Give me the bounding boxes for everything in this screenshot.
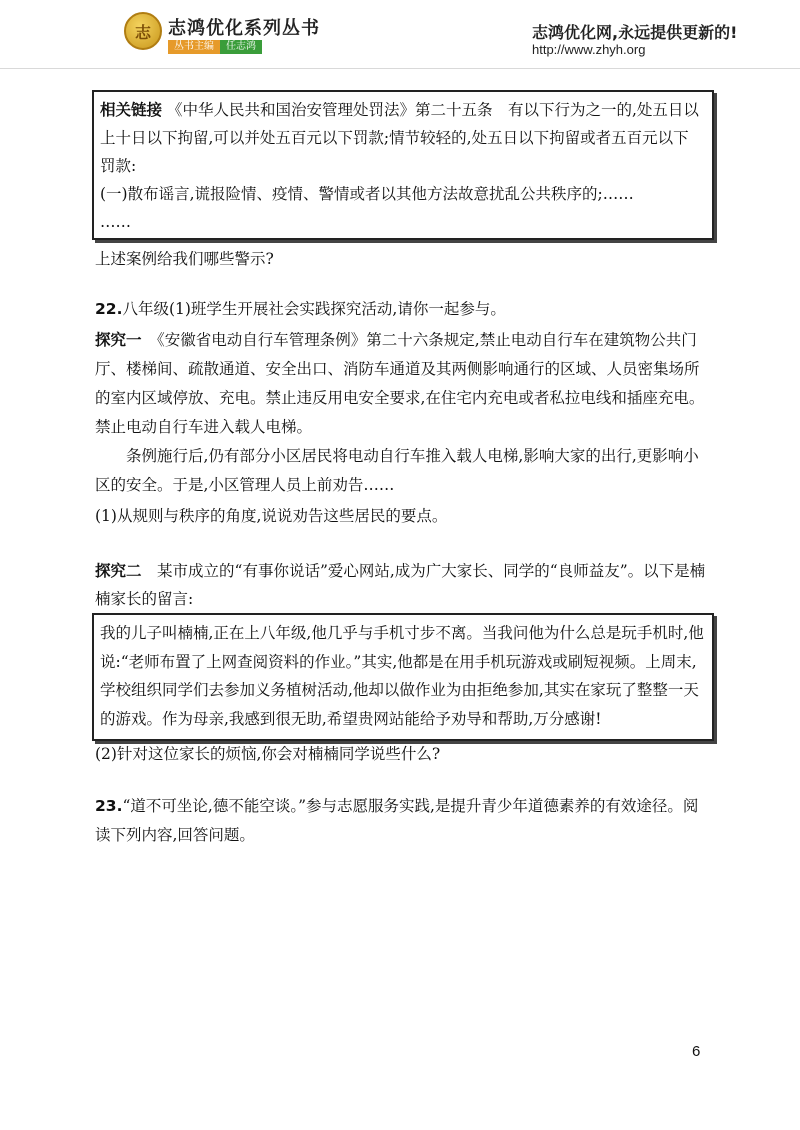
publisher-logo-icon <box>124 12 162 50</box>
q23-text: “道不可坐论,德不能空谈。”参与志愿服务实践,是提升青少年道德素养的有效途径。阅读下列内容,回答问题。 <box>95 797 699 844</box>
q23-number: 23. <box>95 797 123 815</box>
page-header <box>0 0 800 69</box>
explore1-text: 《安徽省电动自行车管理条例》第二十六条规定,禁止电动自行车在建筑物公共门厅、楼梯间、疏散通道、安全出口、消防车通道及其两侧影响通行的区域、人员密集场所的室内区域停放、充电。禁止违反用电安全要求,在住宅内充电或者私拉电线和插座充电。禁止电动自行车进入载人电梯。 <box>95 331 705 436</box>
explore1-paragraph <box>95 326 710 442</box>
explore2-label: 探究二 <box>95 562 142 580</box>
site-slogan: 志鸿优化网,永远提供更新的! <box>532 23 738 42</box>
editor-label: 丛书主编 <box>168 40 220 54</box>
related-link-paragraph <box>100 96 704 180</box>
related-link-label: 相关链接 <box>100 101 163 119</box>
editor-name: 任志鸿 <box>220 40 262 54</box>
related-link-item: (一)散布谣言,谎报险情、疫情、警情或者以其他方法故意扰乱公共秩序的;…… <box>100 185 634 203</box>
related-link-ellipsis: …… <box>100 213 131 231</box>
q23-paragraph <box>95 792 710 850</box>
related-link-box <box>92 90 714 240</box>
page-number: 6 <box>692 1043 701 1060</box>
question-2: (2)针对这位家长的烦恼,你会对楠楠同学说些什么? <box>95 745 441 763</box>
related-link-text: 《中华人民共和国治安管理处罚法》第二十五条 有以下行为之一的,处五日以上十日以下拘留,可以并处五百元以下罚款;情节较轻的,处五日以下拘留或者五百元以下罚款: <box>100 101 699 175</box>
explore2-text: 某市成立的“有事你说话”爱心网站,成为广大家长、同学的“良师益友”。以下是楠楠家长的留言: <box>95 562 706 608</box>
q21-prompt: 上述案例给我们哪些警示? <box>95 250 274 268</box>
question-1: (1)从规则与秩序的角度,说说劝告这些居民的要点。 <box>95 507 448 525</box>
series-title: 志鸿优化系列丛书 <box>168 18 320 39</box>
site-url[interactable]: http://www.zhyh.org <box>532 42 646 57</box>
explore1-para2: 条例施行后,仍有部分小区居民将电动自行车推入载人电梯,影响大家的出行,更影响小区的安全。于是,小区管理人员上前劝告…… <box>95 447 699 494</box>
editor-tag <box>168 40 262 54</box>
parent-message: 我的儿子叫楠楠,正在上八年级,他几乎与手机寸步不离。当我问他为什么总是玩手机时,他说:“老师布置了上网查阅资料的作业。”其实,他都是在用手机玩游戏或刷短视频。上周末,学校组织同学们去参加义务植树活动,他却以做作业为由拒绝参加,其实在家玩了整整一天的游戏。作为母亲,我感到很无助,希望贵网站能给予劝导和帮助,万分感谢! <box>100 624 704 728</box>
q22-intro <box>95 296 710 323</box>
q22-intro-text: 八年级(1)班学生开展社会实践探究活动,请你一起参与。 <box>122 300 506 318</box>
q22-number: 22. <box>95 300 123 318</box>
explore1-label: 探究一 <box>95 331 142 349</box>
explore2-paragraph <box>95 557 710 613</box>
parent-message-box <box>92 613 714 741</box>
